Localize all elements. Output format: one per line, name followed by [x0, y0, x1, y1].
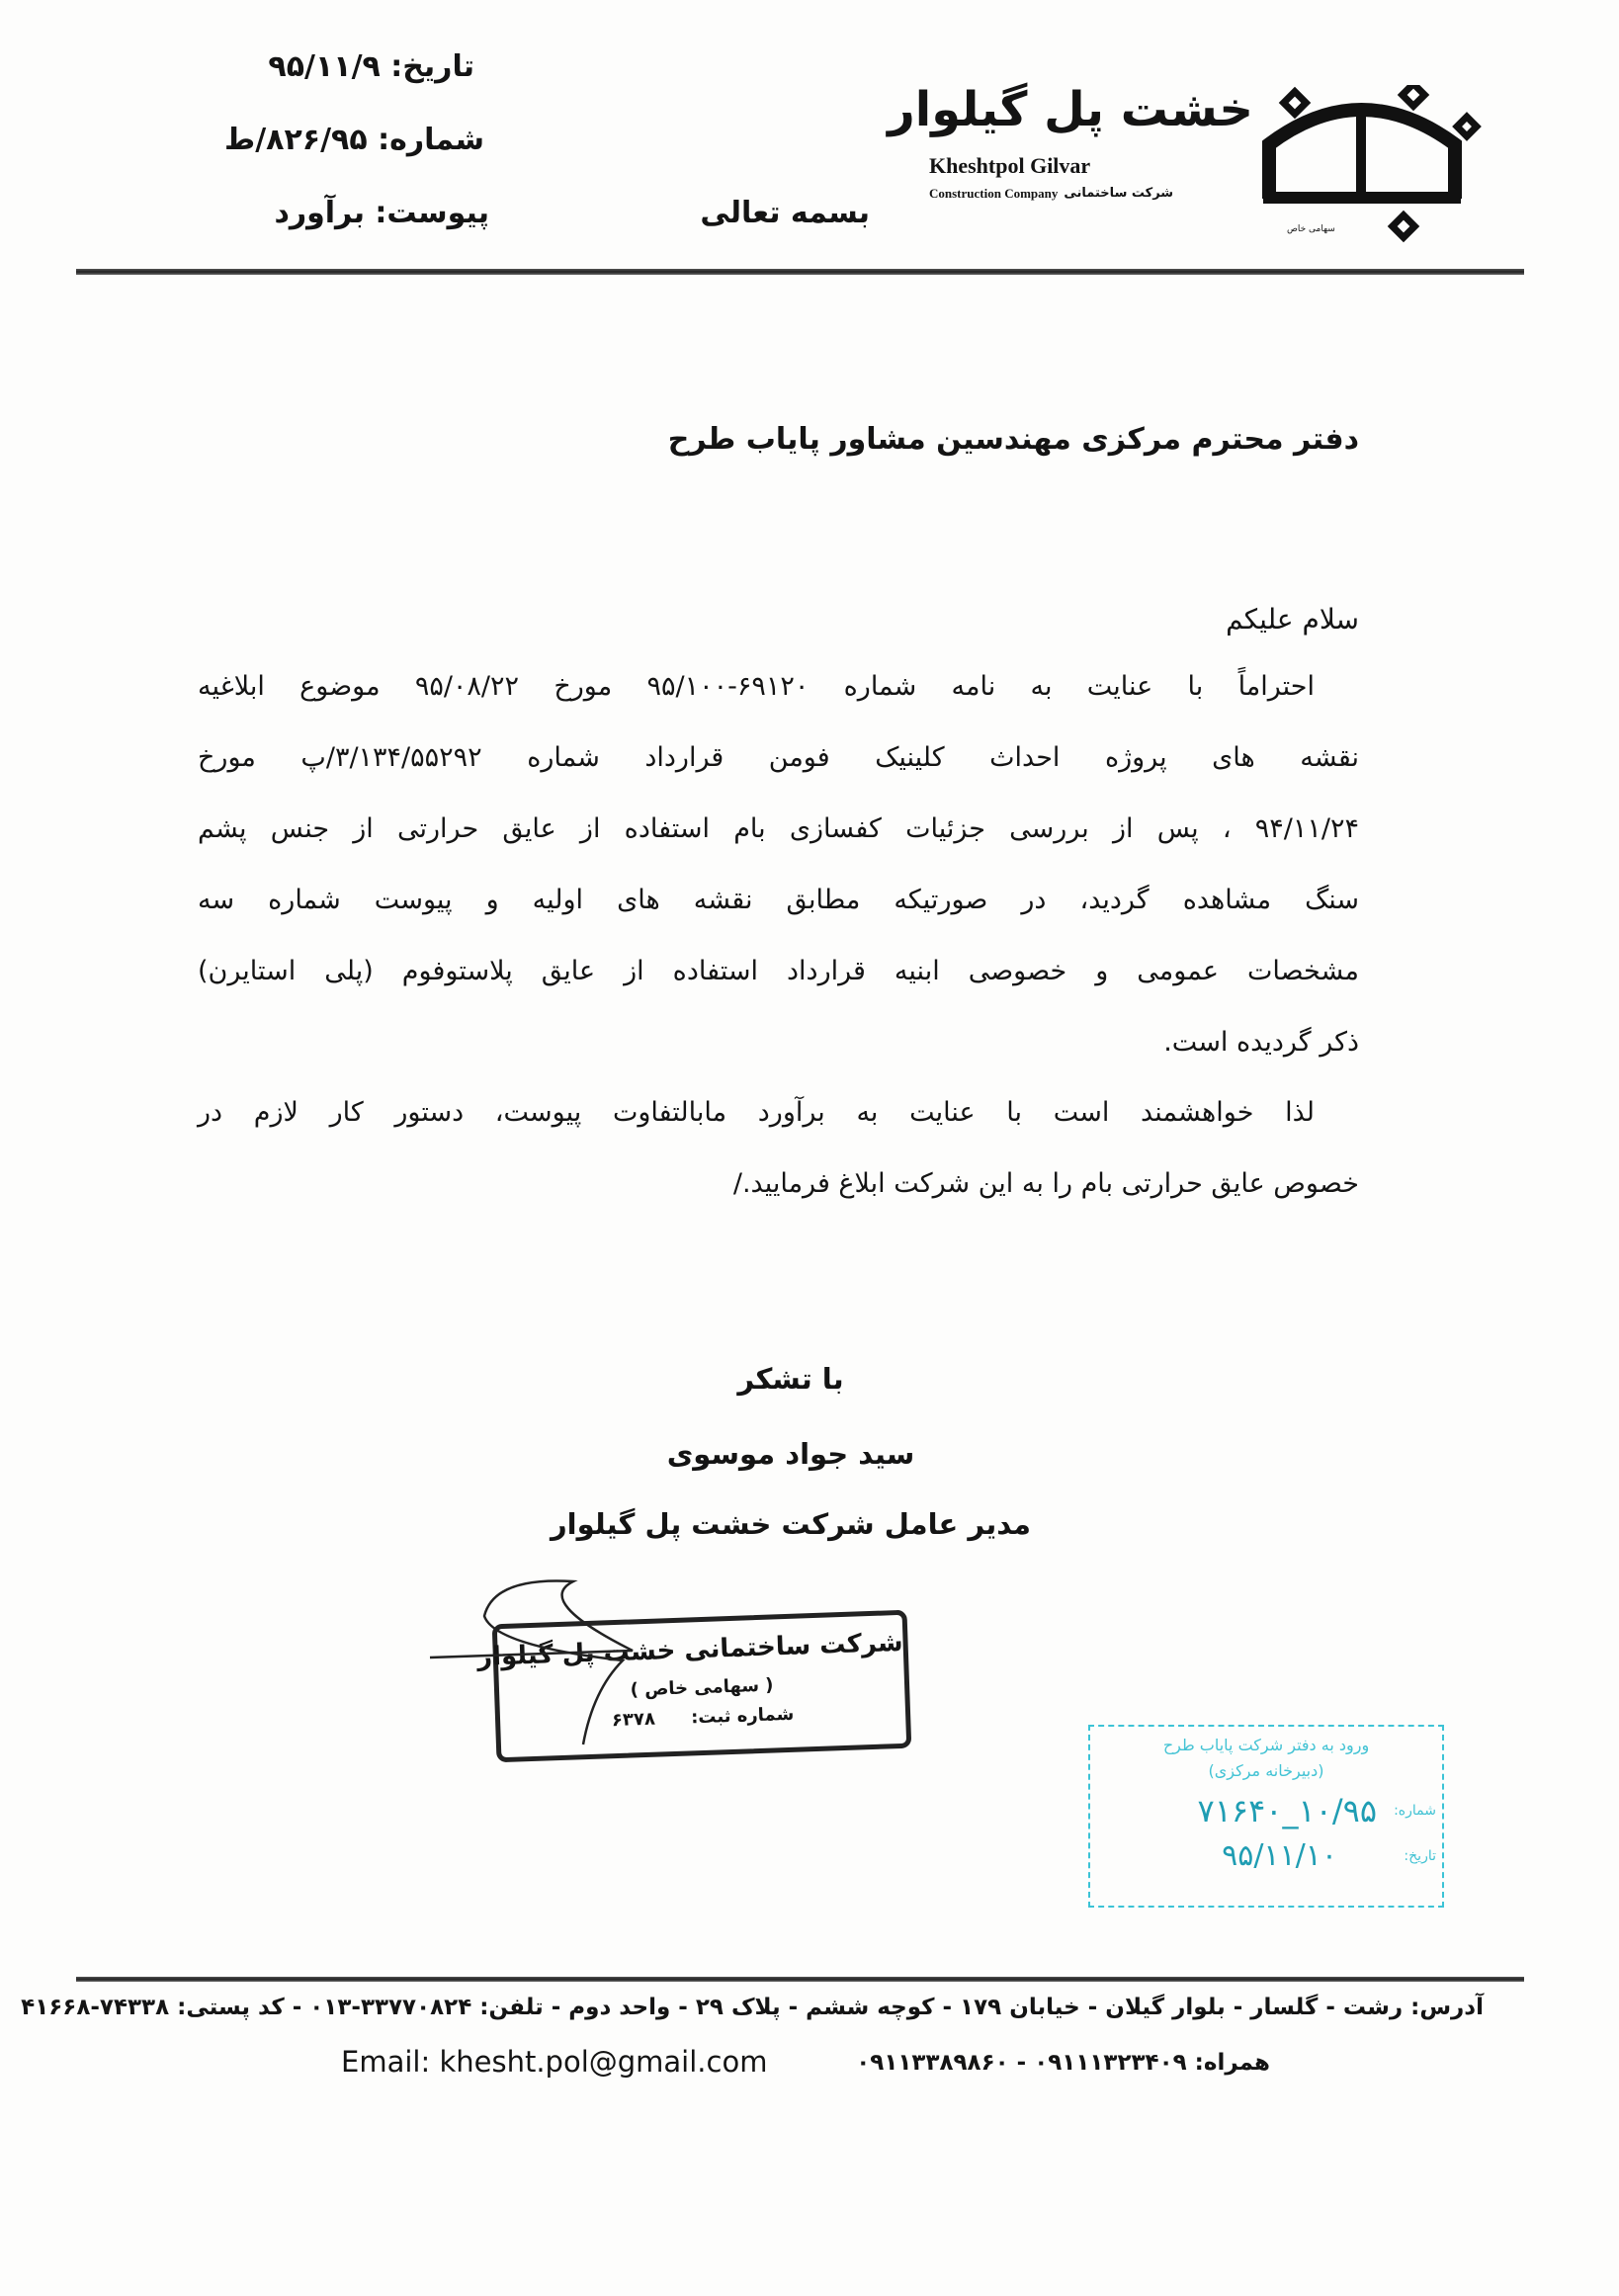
signature-icon: [425, 1572, 722, 1789]
stamp-company-name: شرکت ساختمانی خشت پل گیلوار: [476, 1627, 904, 1672]
brand-subtitle-fa: شرکت ساختمانی: [1064, 186, 1174, 201]
receipt-date-label: تاریخ:: [1404, 1848, 1436, 1864]
paragraph-line: ۹۴/۱۱/۲۴ ، پس از بررسی جزئیات کفسازی بام استفاده از عایق حرارتی از جنس پشم: [198, 813, 1359, 844]
addressee: دفتر محترم مرکزی مهندسین مشاور پایاب طرح: [667, 422, 1359, 457]
footer-email: Email: khesht.pol@gmail.com: [341, 2045, 768, 2079]
receipt-stamp-title: ورود به دفتر شرکت پایاب طرح: [1162, 1736, 1370, 1754]
paragraph-line: نقشه های پروژه احداث کلینیک فومن قرارداد شماره ۳/۱۳۴/۵۵۲۹۲/پ مورخ: [198, 742, 1359, 773]
receipt-number-value: ۱۰/۹۵_۷۱۶۴۰: [1197, 1792, 1377, 1829]
paragraph-line: لذا خواهشمند است با عنایت به برآورد مابالتفاوت پیوست، دستور کار لازم در: [198, 1097, 1315, 1128]
greeting: سلام علیکم: [1226, 603, 1359, 636]
stamp-reg-number: ۶۳۷۸: [611, 1708, 656, 1732]
invocation: بسمه تعالی: [700, 196, 870, 230]
brand-name-en: Kheshtpol Gilvar: [929, 153, 1091, 178]
stamp-company-type: ( سهامی خاص ): [630, 1674, 774, 1701]
signer-name: سید جواد موسوی: [666, 1437, 915, 1471]
header-divider: [76, 269, 1524, 275]
company-logo-icon: [1257, 85, 1504, 253]
signer-title: مدیر عامل شرکت خشت پل گیلوار: [550, 1507, 1032, 1541]
paragraph-line: سنگ مشاهده گردید، در صورتیکه مطابق نقشه های اولیه و پیوست شماره سه: [198, 885, 1359, 915]
footer-divider: [76, 1977, 1524, 1982]
stamp-reg-label: شماره ثبت:: [690, 1703, 795, 1729]
letter-date: تاریخ: ۹۵/۱۱/۹: [268, 49, 474, 84]
paragraph-line: خصوص عایق حرارتی بام را به این شرکت ابلاغ فرمایید./: [732, 1168, 1359, 1199]
brand-name-fa: خشت پل گیلوار: [888, 82, 1253, 137]
paragraph-line: مشخصات عمومی و خصوصی ابنیه قرارداد استفاده از عایق پلاستوفوم (پلی استایرن): [198, 956, 1359, 986]
paragraph-line: احتراماً با عنایت به نامه شماره ۶۹۱۲۰-۹۵/۱۰۰ مورخ ۹۵/۰۸/۲۲ موضوع ابلاغیه: [198, 671, 1316, 702]
receipt-stamp: [1088, 1725, 1444, 1908]
letter-attachment: پیوست: برآورد: [274, 196, 489, 230]
closing: با تشکر: [737, 1362, 844, 1396]
brand-subtitle-en: Construction Company: [929, 186, 1059, 201]
brand-tag: سهامی خاص: [1287, 224, 1335, 234]
footer-address: آدرس: رشت - گلسار - بلوار گیلان - خیابان ۱۷۹ - کوچه ششم - پلاک ۲۹ - واحد دوم - تلفن: ۳۳۷۷۰۸۲۴-۰۱۳ - کد پستی: ۷۴۳۳۸-۴۱۶۶۸: [21, 1995, 1484, 2020]
paragraph-line: ذکر گردیده است.: [1163, 1027, 1359, 1058]
receipt-stamp-subtitle: (دبیرخانه مرکزی): [1208, 1761, 1324, 1780]
letter-number: شماره: ۸۲۶/۹۵/ط: [224, 123, 484, 157]
receipt-date-value: ۹۵/۱۱/۱۰: [1222, 1838, 1337, 1873]
footer-mobile: همراه: ۰۹۱۱۱۳۲۳۴۰۹ - ۰۹۱۱۳۳۸۹۸۶۰: [856, 2050, 1270, 2076]
brand-subtitle: [929, 186, 1173, 202]
receipt-number-label: شماره:: [1394, 1803, 1436, 1819]
